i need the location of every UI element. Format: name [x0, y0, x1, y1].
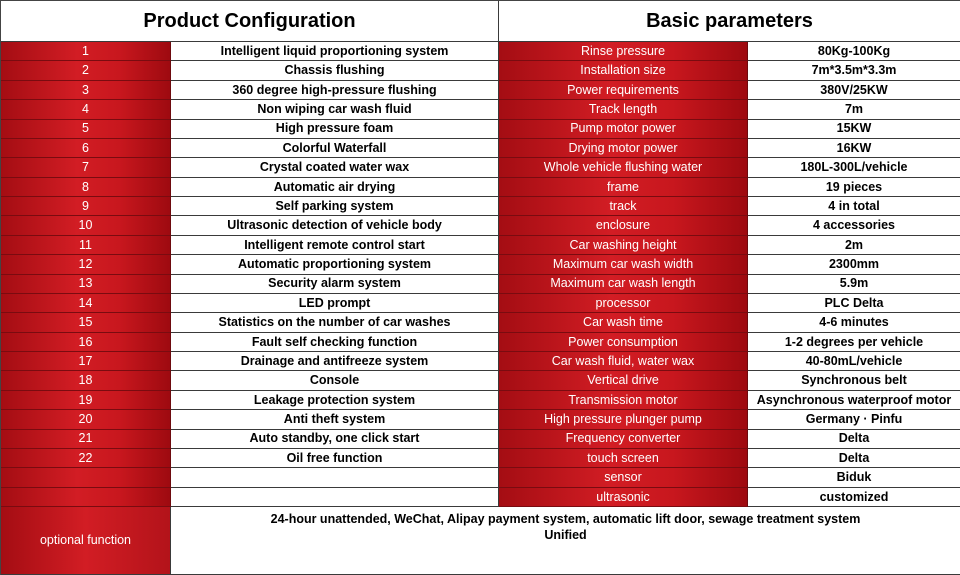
configuration-item: Intelligent liquid proportioning system [171, 42, 499, 61]
basic-parameters-header: Basic parameters [499, 1, 960, 42]
parameter-value: 2m [748, 236, 960, 255]
parameter-name: Maximum car wash width [499, 255, 748, 274]
row-number: 19 [1, 391, 171, 410]
row-number: 13 [1, 275, 171, 294]
configuration-item: Statistics on the number of car washes [171, 313, 499, 332]
parameter-value: 5.9m [748, 275, 960, 294]
parameter-name: Car wash fluid, water wax [499, 352, 748, 371]
row-number: 4 [1, 100, 171, 119]
row-number: 9 [1, 197, 171, 216]
configuration-item: 360 degree high-pressure flushing [171, 81, 499, 100]
product-configuration-header: Product Configuration [1, 1, 499, 42]
configuration-item: Crystal coated water wax [171, 158, 499, 177]
row-number: 15 [1, 313, 171, 332]
parameter-name: sensor [499, 468, 748, 487]
parameter-value: 7m*3.5m*3.3m [748, 61, 960, 80]
configuration-item: High pressure foam [171, 120, 499, 139]
parameter-name: Maximum car wash length [499, 275, 748, 294]
parameter-name: Transmission motor [499, 391, 748, 410]
parameter-name: touch screen [499, 449, 748, 468]
row-number: 10 [1, 216, 171, 235]
parameter-value: 15KW [748, 120, 960, 139]
parameter-value: Delta [748, 430, 960, 449]
configuration-item: Fault self checking function [171, 333, 499, 352]
parameter-name: ultrasonic [499, 488, 748, 507]
parameter-value: 1-2 degrees per vehicle [748, 333, 960, 352]
optional-function-text [171, 507, 960, 575]
parameter-value: 380V/25KW [748, 81, 960, 100]
configuration-item [171, 468, 499, 487]
row-number: 20 [1, 410, 171, 429]
row-number [1, 468, 171, 487]
parameter-name: Car washing height [499, 236, 748, 255]
parameter-value: 19 pieces [748, 178, 960, 197]
row-number: 22 [1, 449, 171, 468]
configuration-item: Security alarm system [171, 275, 499, 294]
row-number: 5 [1, 120, 171, 139]
optional-function-label: optional function [1, 507, 171, 575]
row-number: 3 [1, 81, 171, 100]
row-number: 12 [1, 255, 171, 274]
row-number: 14 [1, 294, 171, 313]
configuration-item: Non wiping car wash fluid [171, 100, 499, 119]
parameter-name: Installation size [499, 61, 748, 80]
configuration-item: Chassis flushing [171, 61, 499, 80]
parameter-value: Synchronous belt [748, 371, 960, 390]
parameter-value: Asynchronous waterproof motor [748, 391, 960, 410]
parameter-value: 16KW [748, 139, 960, 158]
configuration-item: Self parking system [171, 197, 499, 216]
parameter-name: processor [499, 294, 748, 313]
parameter-name: Drying motor power [499, 139, 748, 158]
optional-function-line: 24-hour unattended, WeChat, Alipay payment system, automatic lift door, sewage treatment system [270, 512, 861, 526]
parameter-value: 40-80mL/vehicle [748, 352, 960, 371]
configuration-item: Ultrasonic detection of vehicle body [171, 216, 499, 235]
row-number: 21 [1, 430, 171, 449]
parameter-value: customized [748, 488, 960, 507]
parameter-value: Germany · Pinfu [748, 410, 960, 429]
parameter-name: Track length [499, 100, 748, 119]
parameter-value: Delta [748, 449, 960, 468]
row-number: 1 [1, 42, 171, 61]
configuration-item [171, 488, 499, 507]
parameter-value: Biduk [748, 468, 960, 487]
row-number: 16 [1, 333, 171, 352]
configuration-item: Drainage and antifreeze system [171, 352, 499, 371]
row-number: 17 [1, 352, 171, 371]
configuration-item: Intelligent remote control start [171, 236, 499, 255]
configuration-item: Colorful Waterfall [171, 139, 499, 158]
optional-function-line: Unified [544, 528, 587, 542]
parameter-value: 4-6 minutes [748, 313, 960, 332]
parameter-name: Rinse pressure [499, 42, 748, 61]
parameter-name: Car wash time [499, 313, 748, 332]
row-number: 7 [1, 158, 171, 177]
configuration-item: Oil free function [171, 449, 499, 468]
parameter-name: High pressure plunger pump [499, 410, 748, 429]
parameter-value: 4 in total [748, 197, 960, 216]
configuration-item: Auto standby, one click start [171, 430, 499, 449]
row-number: 2 [1, 61, 171, 80]
configuration-item: LED prompt [171, 294, 499, 313]
configuration-item: Leakage protection system [171, 391, 499, 410]
parameter-value: 180L-300L/vehicle [748, 158, 960, 177]
parameter-name: enclosure [499, 216, 748, 235]
row-number: 8 [1, 178, 171, 197]
row-number: 11 [1, 236, 171, 255]
configuration-item: Anti theft system [171, 410, 499, 429]
parameter-value: PLC Delta [748, 294, 960, 313]
row-number [1, 488, 171, 507]
row-number: 6 [1, 139, 171, 158]
parameter-name: track [499, 197, 748, 216]
parameter-name: Whole vehicle flushing water [499, 158, 748, 177]
parameter-value: 80Kg-100Kg [748, 42, 960, 61]
row-number: 18 [1, 371, 171, 390]
parameter-name: Vertical drive [499, 371, 748, 390]
parameter-name: frame [499, 178, 748, 197]
parameter-name: Pump motor power [499, 120, 748, 139]
parameter-value: 7m [748, 100, 960, 119]
configuration-item: Automatic air drying [171, 178, 499, 197]
parameter-name: Frequency converter [499, 430, 748, 449]
parameter-value: 4 accessories [748, 216, 960, 235]
configuration-item: Console [171, 371, 499, 390]
parameter-name: Power consumption [499, 333, 748, 352]
parameter-value: 2300mm [748, 255, 960, 274]
parameter-name: Power requirements [499, 81, 748, 100]
configuration-item: Automatic proportioning system [171, 255, 499, 274]
